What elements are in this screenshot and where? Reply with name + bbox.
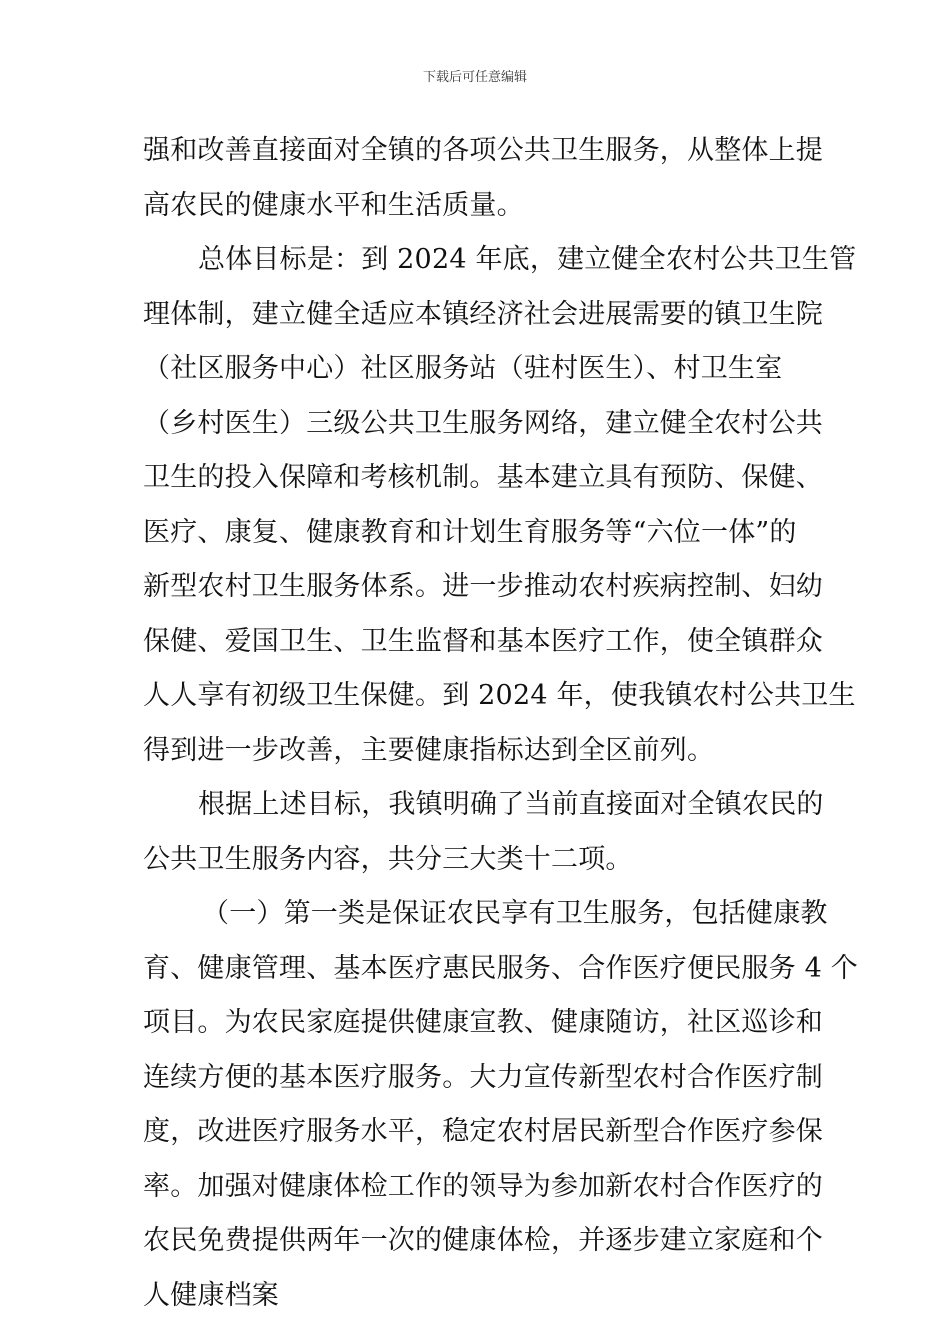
- document-body: [143, 124, 858, 1323]
- body-line: 保健、爱国卫生、卫生监督和基本医疗工作，使全镇群众: [143, 625, 823, 657]
- body-line: 理体制，建立健全适应本镇经济社会进展需要的镇卫生院: [143, 298, 823, 330]
- body-line: 项目。为农民家庭提供健康宣教、健康随访，社区巡诊和: [143, 1007, 823, 1038]
- body-line: 率。加强对健康体检工作的领导为参加新农村合作医疗的: [143, 1170, 823, 1202]
- body-line: 农民免费提供两年一次的健康体检，并逐步建立家庭和个: [143, 1225, 823, 1256]
- body-line: 得到进一步改善，主要健康指标达到全区前列。: [143, 734, 715, 766]
- paragraph-start-line: （一）第一类是保证农民享有卫生服务，包括健康教: [202, 898, 828, 929]
- body-line: 人人享有初级卫生保健。到 2024 年，使我镇农村公共卫生: [143, 680, 856, 711]
- body-line: 高农民的健康水平和生活质量。: [143, 189, 524, 221]
- body-line: 卫生的投入保障和考核机制。基本建立具有预防、保健、: [143, 462, 823, 493]
- body-line: 公共卫生服务内容，共分三大类十二项。: [143, 843, 633, 875]
- body-line: 新型农村卫生服务体系。进一步推动农村疾病控制、妇幼: [143, 571, 823, 602]
- body-line: 医疗、康复、健康教育和计划生育服务等“六位一体”的: [143, 516, 797, 548]
- paragraph-start-line: 根据上述目标，我镇明确了当前直接面对全镇农民的: [198, 789, 824, 820]
- body-line: 连续方便的基本医疗服务。大力宣传新型农村合作医疗制: [143, 1061, 823, 1093]
- body-line: （社区服务中心）社区服务站（驻村医生）、村卫生室: [143, 353, 783, 384]
- body-line: 人健康档案: [143, 1279, 279, 1311]
- body-line: 度，改进医疗服务水平，稳定农村居民新型合作医疗参保: [143, 1116, 823, 1147]
- paragraph-start-line: 总体目标是：到 2024 年底，建立健全农村公共卫生管: [198, 244, 857, 275]
- body-line: 强和改善直接面对全镇的各项公共卫生服务，从整体上提: [143, 135, 823, 166]
- body-line: 育、健康管理、基本医疗惠民服务、合作医疗便民服务 4 个: [143, 952, 858, 984]
- page-header: 下载后可任意编辑: [422, 70, 527, 85]
- body-line: （乡村医生）三级公共卫生服务网络，建立健全农村公共: [143, 407, 823, 439]
